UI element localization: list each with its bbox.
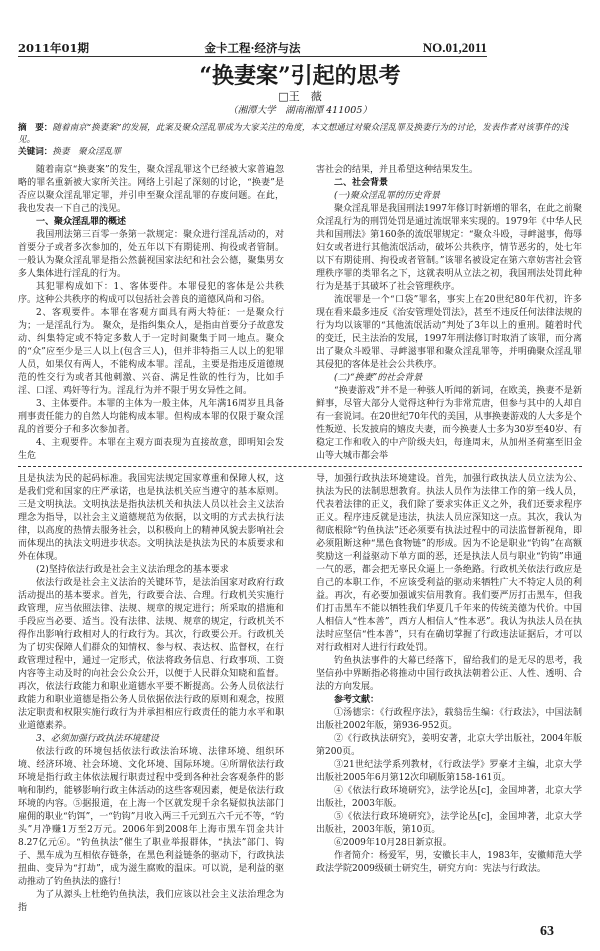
paragraph: 且是执法为民的起码标准。我国宪法规定国家尊重和保障人权，这是我们党和国家的庄严承诺，也是执法机关应当遵守的基本原则。三是文明执法。文明执法是指执法机关和执法人员以社会主义法治理念为指导，以社会主义道德规范为依据，以文明的方式去执行法律，以高度的热情去服务社会，以积极向上的精神风貌去影响社会而体现出的执法文明进步状态。文明执法是执法为民的本质要求和外在体现。 [18, 474, 284, 562]
section-heading: 参考文献： [334, 695, 380, 705]
bottom-columns [18, 473, 582, 915]
paragraph: 2、客观要件。本罪在客观方面具有两大特征：一是聚众行为；一是淫乱行为。 聚众，是指纠集众人，是指由首要分子故意发动、纠集特定或不特定多数人于一定时间聚集于同一地点。聚众的“众”应至少是三人以上(包含三人)，但并非特指三人以上的犯罪人员，如果仅有两人，不能构成本罪。淫乱，主要是指违反道德规范的性交行为或者其他刺激、兴奋、满足性欲的性行为，比如手淫、口淫、鸡奸等行为。淫乱行为并不限于男女异性之间。 [18, 308, 284, 396]
paragraph: 钓鱼执法事件的大幕已经落下，留给我们的是无尽的思考，我坚信孙中界断指必将推动中国行政执法朝着公正、人性、透明、合法的方向发展。 [316, 656, 582, 692]
abstract-label: 摘 要： [18, 123, 53, 133]
abstract [18, 122, 582, 146]
column-top-right [316, 164, 582, 463]
abstract-text: 随着南京“换妻案”的发展，此案及聚众淫乱罪成为大家关注的角度，本文想通过对聚众淫乱罪及换妻行为的讨论，发表作者对该事件的浅见。 [18, 123, 569, 145]
paragraph: 流氓罪是一个“口袋”罪名，事实上在20世纪80年代初，许多现在看来最多违反《治安管理处罚法》，甚至不违反任何法律法规的行为均以该罪的“其他流氓活动”判处了3年以上的重刑。随着时代的变迁，民主法治的发展，1997年刑法修订时取消了该罪，而分离出了聚众斗殴罪、寻衅滋事罪和聚众淫乱罪等，并明确聚众淫乱罪其侵犯的客体是社会公共秩序。 [316, 295, 582, 370]
paragraph: 我国刑法第三百零一条第一款规定：聚众进行淫乱活动的，对首要分子或者多次参加的，处五年以下有期徒刑、拘役或者管制。一般认为聚众淫乱罪是指公然藐视国家法纪和社会公德，聚集男女多人集体进行淫乱的行为。 [18, 230, 284, 279]
section-heading: 二、社会背景 [334, 178, 389, 188]
issue-number: NO.01,2011 [422, 40, 487, 55]
subsection-heading: (一)聚众淫乱罪的历史背景 [334, 191, 441, 201]
paragraph: (2)坚持依法行政是社会主义法治理念的基本要求 [36, 565, 229, 575]
keywords-text: 换妻 聚众淫乱罪 [52, 147, 122, 157]
paragraph: ①汤德宗：《行政程序法》，载翁岳生编：《行政法》，中国法制出版社2002年版，第936-952页。 [316, 708, 582, 731]
article-title: “换妻案”引起的思考 [199, 63, 401, 89]
affiliation: （湘潭大学 湖南湘潭 411005） [228, 105, 372, 116]
top-columns [18, 164, 582, 463]
paragraph: ⑤《依法行政环境研究》，法学论丛[c]，金国坤著，北京大学出版社，2003年版，第10页。 [316, 812, 582, 835]
paragraph: “换妻游戏”并不是一种骇人听闻的新词，在欧美，换妻不是新鲜事，尽管大部分人觉得这种行为非常荒唐，但参与其中的人却自有一套说词。在20世纪70年代的美国，从事换妻游戏的人大多是个性叛逆、长发披肩的嬉皮夫妻，而今换妻人士多为30岁至40岁、有稳定工作和收入的中产阶级夫妇，每逢周末，从加州圣荷塞至旧金山等大城市都会举 [316, 386, 582, 461]
page-number: 63 [540, 924, 554, 939]
section-divider [18, 466, 582, 467]
paragraph: 依法行政的环境包括依法行政法治环境、法律环境、组织环境、经济环境、社会环境、文化环境、国际环境。④所谓依法行政环境是指行政主体依法履行职责过程中受到各种社会客观条件的影响和制约，能够影响行政主体活动的这些客观因素，便是依法行政环境的内容。⑤据报道，在上海一个区就发现千余名疑似执法部门雇佣的职业“钓饵”，一“钓钩”月收入两三千元到五六千元不等，“钓头”月净赚1万至2万元。2006年到2008年上海市黑车罚金共计8.27亿元⑥。“钓鱼执法”催生了职业举报群体，“执法”部门、钩子、黑车成为互相依存链条，在黑色利益链条的驱动下，行政执法扭曲、变异为“打劫”，成为滋生腐败的温床。可以说，是利益的驱动推动了钓鱼执法的盛行！ [18, 747, 285, 887]
issue-label: 2011年01期 [18, 41, 90, 55]
author: □王 薇 [278, 90, 322, 103]
paragraph: 其犯罪构成如下：1、客体要件。本罪侵犯的客体是公共秩序。这种公共秩序的构成可以包括社会善良的道德风尚和习俗。 [18, 282, 284, 305]
paragraph: 4、主观要件。本罪在主观方面表现为直接故意，即明知会发生危 [18, 438, 284, 461]
paragraph: 聚众淫乱罪是我国刑法1997年修订时新增的罪名，在此之前聚众淫乱行为的刑罚处罚是通过流氓罪来实现的。1979年《中华人民共和国刑法》第160条的流氓罪规定：“聚众斗殴，寻衅滋事，侮辱妇女或者进行其他流氓活动，破坏公共秩序，情节恶劣的，处七年以下有期徒刑、拘役或者管制。”该罪名被设定在第六章妨害社会管理秩序罪的类罪名之下，这就表明从立法之初，我国刑法处罚此种行为是基于其破坏了社会管理秩序。 [316, 204, 582, 292]
subsection-heading: 3、必须加强行政执法环境建设 [36, 734, 159, 744]
section-heading: 一、聚众淫乱罪的概述 [36, 217, 127, 227]
paragraph: 为了从源头上杜绝钓鱼执法，我们应该以社会主义法治理念为指 [18, 890, 284, 913]
keywords-label: 关键词： [18, 147, 53, 157]
paragraph: 作者简介：杨爱军，男，安徽长丰人，1983年，安徽师范大学政法学院2009级硕士研究生，研究方向：宪法与行政法。 [316, 851, 582, 874]
running-header [18, 40, 487, 57]
paragraph: 依法行政是社会主义法治的关键环节，是法治国家对政府行政活动提出的基本要求。首先，行政要合法、合理。行政机关实施行政管理，应当依照法律、法规、规章的规定进行；所采取的措施和手段应当必要、适当。没有法律、法规、规章的规定，行政机关不得作出影响行政相对人的行政行为。其次，行政要公开。行政机关为了切实保障人们群众的知情权、参与权、表达权、监督权，在行政管理过程中，通过一定形式，依法将政务信息、行政事项、工资内容等主动及时的向社会公众公开，以便于人民群众知晓和监督。再次，依法行政能力和职业道德水平要不断提高。公务人员依法行政能力和职业道德是指公务人员依据依法行政的原则和观念，按照法定职责和权限实施行政行为并承担相应行政责任的能力水平和职业道德素养。 [18, 578, 284, 731]
paragraph: ⑥2009年10月28日新京报。 [334, 838, 452, 848]
subsection-heading: (二)“换妻”的社会背景 [334, 373, 423, 383]
journal-name: 金卡工程·经济与法 [204, 41, 301, 55]
column-top-left [18, 164, 284, 463]
paragraph: 害社会的结果，并且希望这种结果发生。 [316, 165, 479, 175]
paragraph: 3、主体要件。本罪的主体为一般主体，凡年满16周岁且具备刑事责任能力的自然人均能构成本罪。但构成本罪的仅限于聚众淫乱的首要分子和多次参加者。 [18, 399, 284, 435]
paragraph: 随着南京“换妻案”的发生，聚众淫乱罪这个已经被大家普遍忽略的罪名重新被大家所关注。网络上引起了深刻的讨论，“换妻”是否应以聚众淫乱罪定罪，并引申至聚众淫乱罪的存废问题。在此，我也发表一下自己的浅见。 [18, 165, 284, 214]
paragraph: ②《行政执法研究》，姜明安著，北京大学出版社，2004年版第200页。 [316, 734, 582, 757]
abstract-block [18, 122, 582, 158]
column-bottom-left [18, 473, 284, 915]
paragraph: 导，加强行政执法环境建设。首先，加强行政执法人员立法为公、执法为民的法制思想教育。执法人员作为法律工作的第一线人员，代表着法律的正义，我们除了要求实体正义之外，我们还要求程序正义。程序违反就是违法，执法人员应深知这一点。其次，我认为彻底根除“钓鱼执法”还必须要有执法过程中的司法监督新视角，即必须阻断这种“黑色食物链”的形成。因为不论是职业“钓钩”在高额奖励这一利益驱动下单方面的恶，还是执法人员与职业“钓钩”串通一气的恶，都会把无辜民众逼上一条绝路。行政机关依法行政应是自己的本职工作，不应该受利益的驱动来牺牲广大不特定人员的利益。再次，有必要加强诚实信用教育。我们要严厉打击黑车，但我们打击黑车不能以牺牲我们华夏几千年来的传统美德为代价。中国人相信人“性本善”，西方人相信人“性本恶”。我认为执法人员在执法时应坚信“性本善”，只有在确切掌握了行政违法证据后，才可以对行政相对人进行行政处罚。 [316, 474, 582, 653]
keywords [18, 146, 582, 158]
paragraph: ③21世纪法学系列教材，《行政法学》罗豪才主编，北京大学出版社2005年6月第12次印刷版第158-161页。 [316, 760, 582, 783]
paragraph: ④《依法行政环境研究》，法学论丛[c]，金国坤著，北京大学出版社，2003年版。 [316, 786, 582, 809]
column-bottom-right [316, 473, 582, 915]
